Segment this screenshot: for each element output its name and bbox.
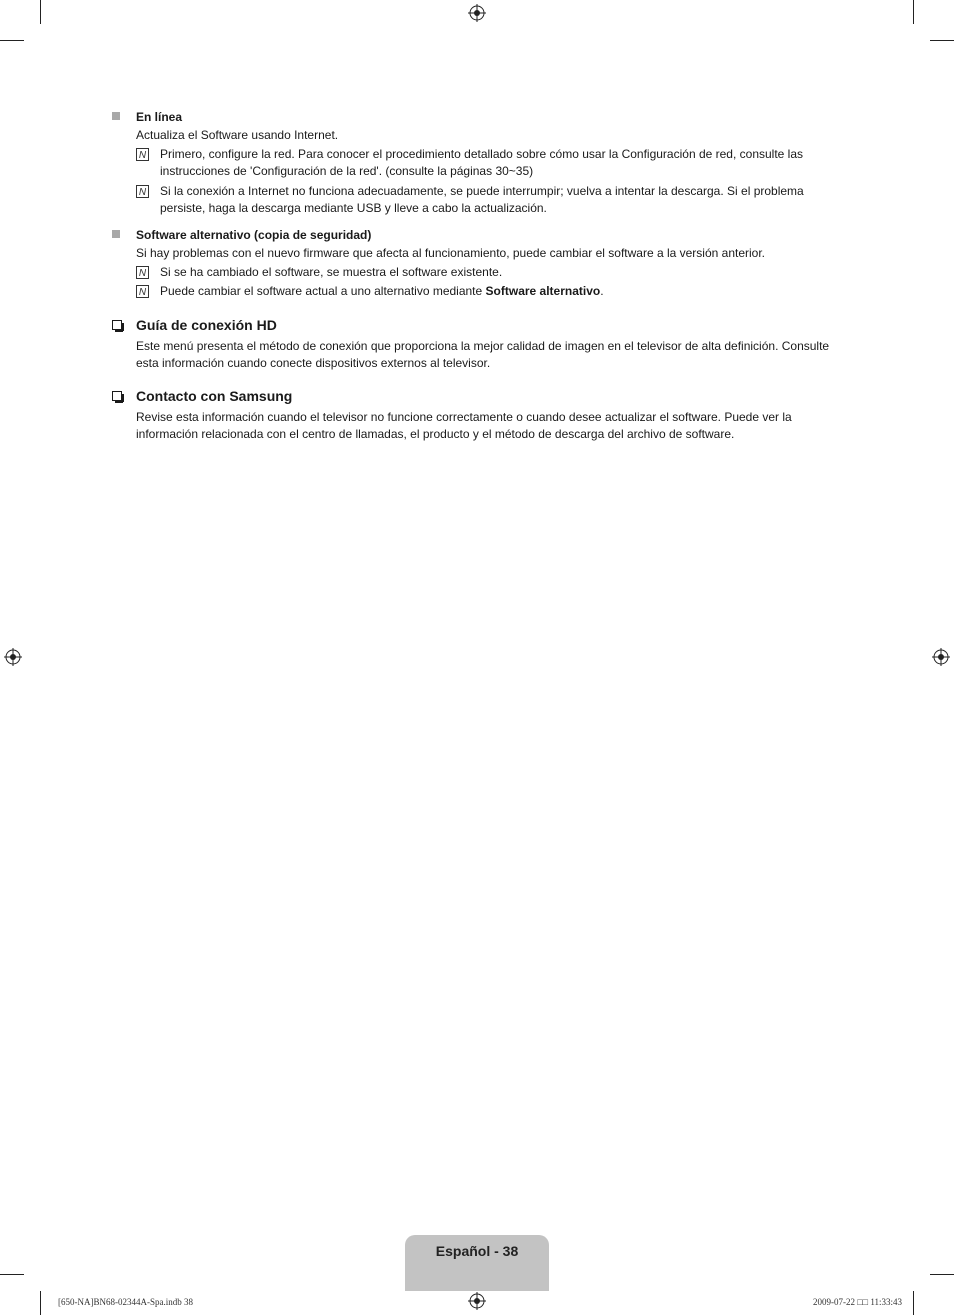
registration-mark-icon bbox=[468, 4, 486, 22]
crop-mark bbox=[930, 40, 954, 41]
registration-mark-icon bbox=[4, 648, 22, 666]
registration-mark-icon bbox=[932, 648, 950, 666]
crop-mark bbox=[913, 1291, 914, 1315]
crop-mark bbox=[0, 1274, 24, 1275]
note-icon bbox=[136, 266, 149, 279]
note-text: Si se ha cambiado el software, se muestra el software existente. bbox=[160, 265, 503, 279]
note-text-part: Puede cambiar el software actual a uno alternativo mediante bbox=[160, 284, 486, 298]
svg-text:N: N bbox=[138, 287, 147, 298]
crop-mark bbox=[40, 0, 41, 24]
note-text: Si la conexión a Internet no funciona adecuadamente, se puede interrumpir; vuelva a intentar la descarga. Si el problema persiste, haga la descarga mediante USB y lleve a cabo la actualización. bbox=[160, 184, 804, 215]
footer-filename: [650-NA]BN68-02344A-Spa.indb 38 bbox=[58, 1297, 193, 1307]
note-text: Primero, configure la red. Para conocer el procedimiento detallado sobre cómo usar la Configuración de red, consulte las instrucciones de 'Configuración de la red'. (consulte la páginas 30~35) bbox=[160, 147, 804, 178]
section-body: Este menú presenta el método de conexión que proporciona la mejor calidad de imagen en el televisor de alta definición. Consulte esta información cuando conecte dispositivos externos al televisor. bbox=[136, 339, 830, 370]
page-number: Español - 38 bbox=[435, 1243, 519, 1259]
checkbox-bullet-icon bbox=[112, 320, 122, 330]
subsection-description: Si hay problemas con el nuevo firmware que afecta al funcionamiento, puede cambiar el software a la versión anterior. bbox=[136, 246, 766, 260]
note-icon bbox=[136, 148, 149, 161]
subsection-title: En línea bbox=[136, 110, 183, 124]
svg-text:N: N bbox=[138, 187, 147, 198]
crop-mark bbox=[40, 1291, 41, 1315]
crop-mark bbox=[0, 40, 24, 41]
section-body: Revise esta información cuando el televisor no funcione correctamente o cuando desee actualizar el software. Puede ver la información relacionada con el centro de llamadas, el producto y el método de descarga del archivo de software. bbox=[136, 410, 792, 441]
subsection-title: Software alternativo (copia de seguridad) bbox=[136, 228, 372, 242]
section-title: Guía de conexión HD bbox=[136, 317, 277, 333]
note-icon bbox=[136, 185, 149, 198]
checkbox-bullet-icon bbox=[112, 391, 122, 401]
svg-text:N: N bbox=[138, 150, 147, 161]
note-text-part: . bbox=[600, 284, 604, 298]
svg-text:N: N bbox=[138, 268, 147, 279]
note-text-emphasis: Software alternativo bbox=[485, 284, 601, 298]
page-number-badge bbox=[405, 1235, 549, 1291]
registration-mark-icon bbox=[468, 1292, 486, 1310]
subsection-description: Actualiza el Software usando Internet. bbox=[136, 128, 339, 142]
crop-mark bbox=[913, 0, 914, 24]
note-icon bbox=[136, 285, 149, 298]
note-text bbox=[160, 283, 830, 300]
square-bullet-icon bbox=[112, 230, 120, 238]
footer-timestamp: 2009-07-22 □□ 11:33:43 bbox=[812, 1297, 902, 1307]
crop-mark bbox=[930, 1274, 954, 1275]
square-bullet-icon bbox=[112, 112, 120, 120]
section-title: Contacto con Samsung bbox=[136, 388, 293, 404]
